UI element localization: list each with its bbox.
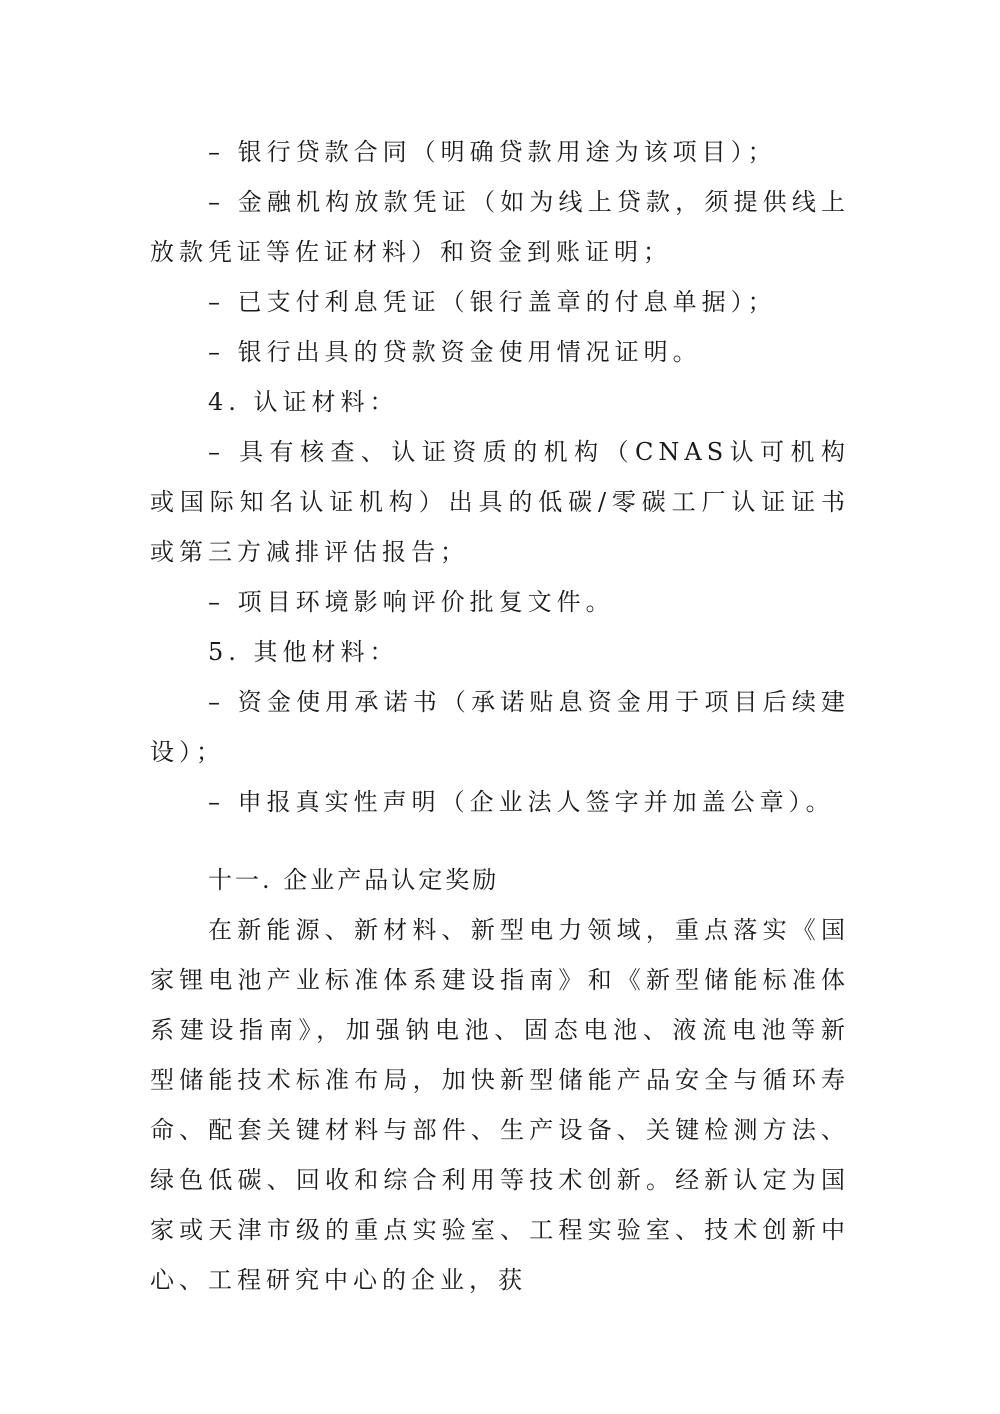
subheading: 5. 其他材料： [208, 638, 399, 666]
list-item: – 具有核查、认证资质的机构（CNAS认可机构或国际知名认证机构）出具的低碳/零碳工厂认证证书或第三方减排评估报告； [150, 438, 850, 566]
list-item: – 已支付利息凭证（银行盖章的付息单据）； [208, 288, 777, 316]
list-item: – 申报真实性声明（企业法人签字并加盖公章）。 [208, 788, 835, 816]
list-item: – 项目环境影响评价批复文件。 [208, 588, 615, 616]
list-item: – 资金使用承诺书（承诺贴息资金用于项目后续建设）； [150, 688, 850, 766]
list-item: – 银行贷款合同（明确贷款用途为该项目）； [208, 138, 777, 166]
subheading: 4. 认证材料： [208, 388, 399, 416]
document-body [150, 127, 850, 1305]
list-item: – 银行出具的贷款资金使用情况证明。 [208, 338, 702, 366]
section-heading: 十一. 企业产品认定奖励 [208, 866, 500, 894]
list-item: – 金融机构放款凭证（如为线上贷款，须提供线上放款凭证等佐证材料）和资金到账证明； [150, 188, 850, 266]
section-body: 在新能源、新材料、新型电力领域，重点落实《国家锂电池产业标准体系建设指南》和《新型储能标准体系建设指南》，加强钠电池、固态电池、液流电池等新型储能技术标准布局，加快新型储能产品安全与循环寿命、配套关键材料与部件、生产设备、关键检测方法、绿色低碳、回收和综合利用等技术创新。经新认定为国家或天津市级的重点实验室、工程实验室、技术创新中心、工程研究中心的企业，获 [150, 916, 850, 1294]
